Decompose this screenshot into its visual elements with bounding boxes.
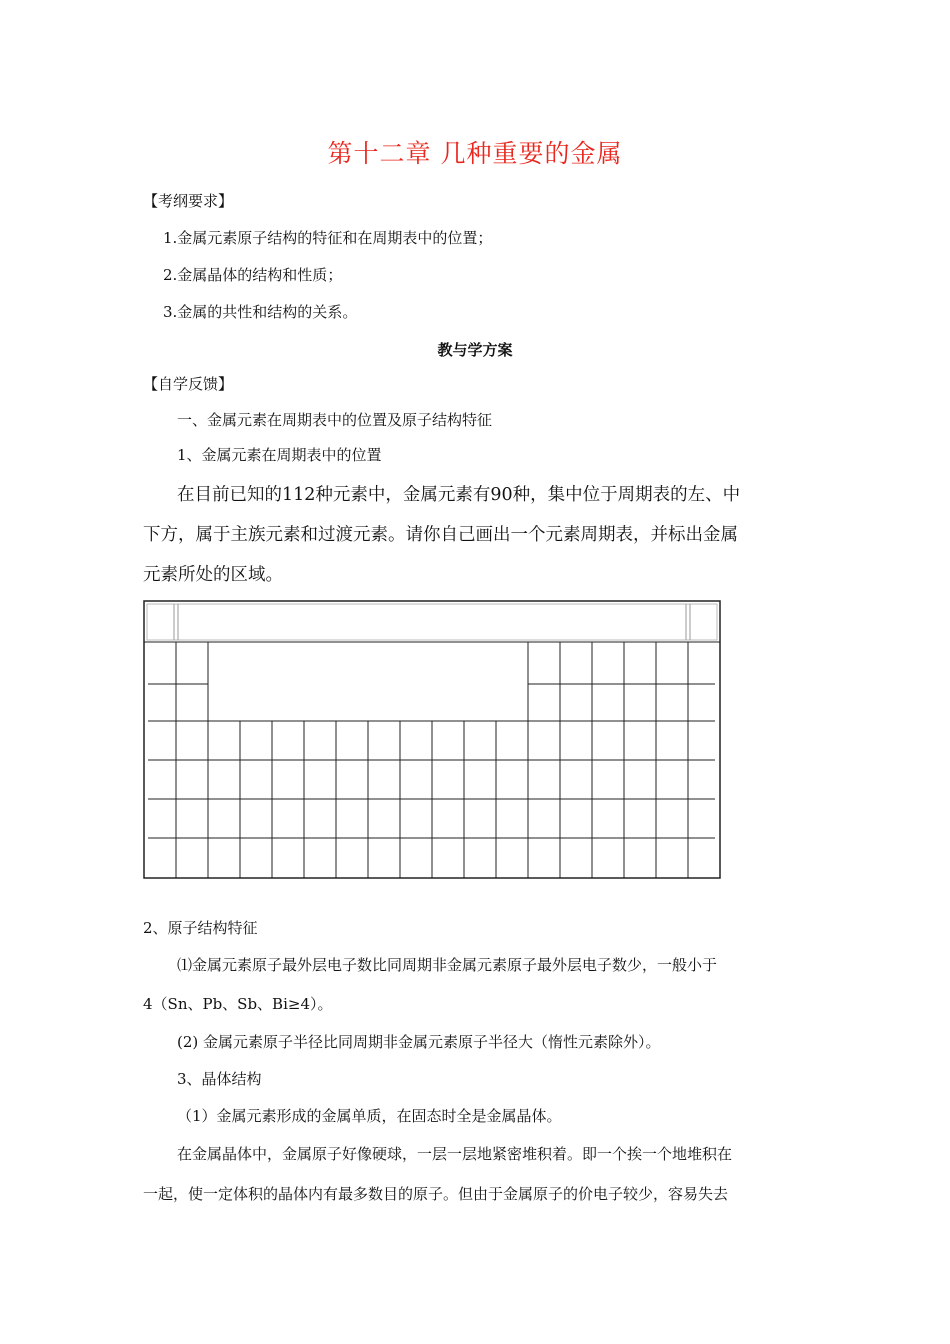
kaogang-item-2: 2.金属晶体的结构和性质； — [163, 266, 343, 284]
point2: (2) 金属元素原子半径比同周期非金属元素原子半径大（惰性元素除外）。 — [177, 1033, 661, 1051]
plan-title: 教与学方案 — [437, 341, 513, 359]
point1-line-2: 4（Sn、Pb、Sb、Bi≥4）。 — [143, 995, 333, 1013]
kaogang-header: 【考纲要求】 — [143, 192, 234, 210]
sub3-heading: 3、晶体结构 — [177, 1070, 262, 1088]
sub1-heading: 1、金属元素在周期表中的位置 — [177, 446, 382, 464]
page-title: 第十二章 几种重要的金属 — [327, 139, 623, 168]
para1-line-2: 下方，属于主族元素和过渡元素。请你自己画出一个元素周期表，并标出金属 — [143, 525, 738, 545]
para2-line-1: 在金属晶体中，金属原子好像硬球，一层一层地紧密堆积着。即一个挨一个地堆积在 — [177, 1145, 733, 1163]
sub2-heading: 2、原子结构特征 — [143, 919, 258, 937]
point3: （1）金属元素形成的金属单质，在固态时全是金属晶体。 — [177, 1107, 562, 1125]
para1-line-3: 元素所处的区域。 — [143, 565, 283, 585]
zixue-header: 【自学反馈】 — [143, 375, 234, 393]
point1-line-1: ⑴金属元素原子最外层电子数比同周期非金属元素原子最外层电子数少，一般小于 — [177, 956, 718, 974]
kaogang-item-3: 3.金属的共性和结构的关系。 — [163, 303, 358, 321]
para2-line-2: 一起，使一定体积的晶体内有最多数目的原子。但由于金属原子的价电子较少，容易失去 — [143, 1185, 729, 1203]
part1-heading: 一、金属元素在周期表中的位置及原子结构特征 — [177, 411, 493, 429]
kaogang-item-1: 1.金属元素原子结构的特征和在周期表中的位置； — [163, 229, 493, 247]
periodic-table-grid — [143, 600, 723, 882]
grid-header-band — [147, 604, 717, 640]
para1-line-1: 在目前已知的112种元素中，金属元素有90种，集中位于周期表的左、中 — [177, 485, 741, 505]
